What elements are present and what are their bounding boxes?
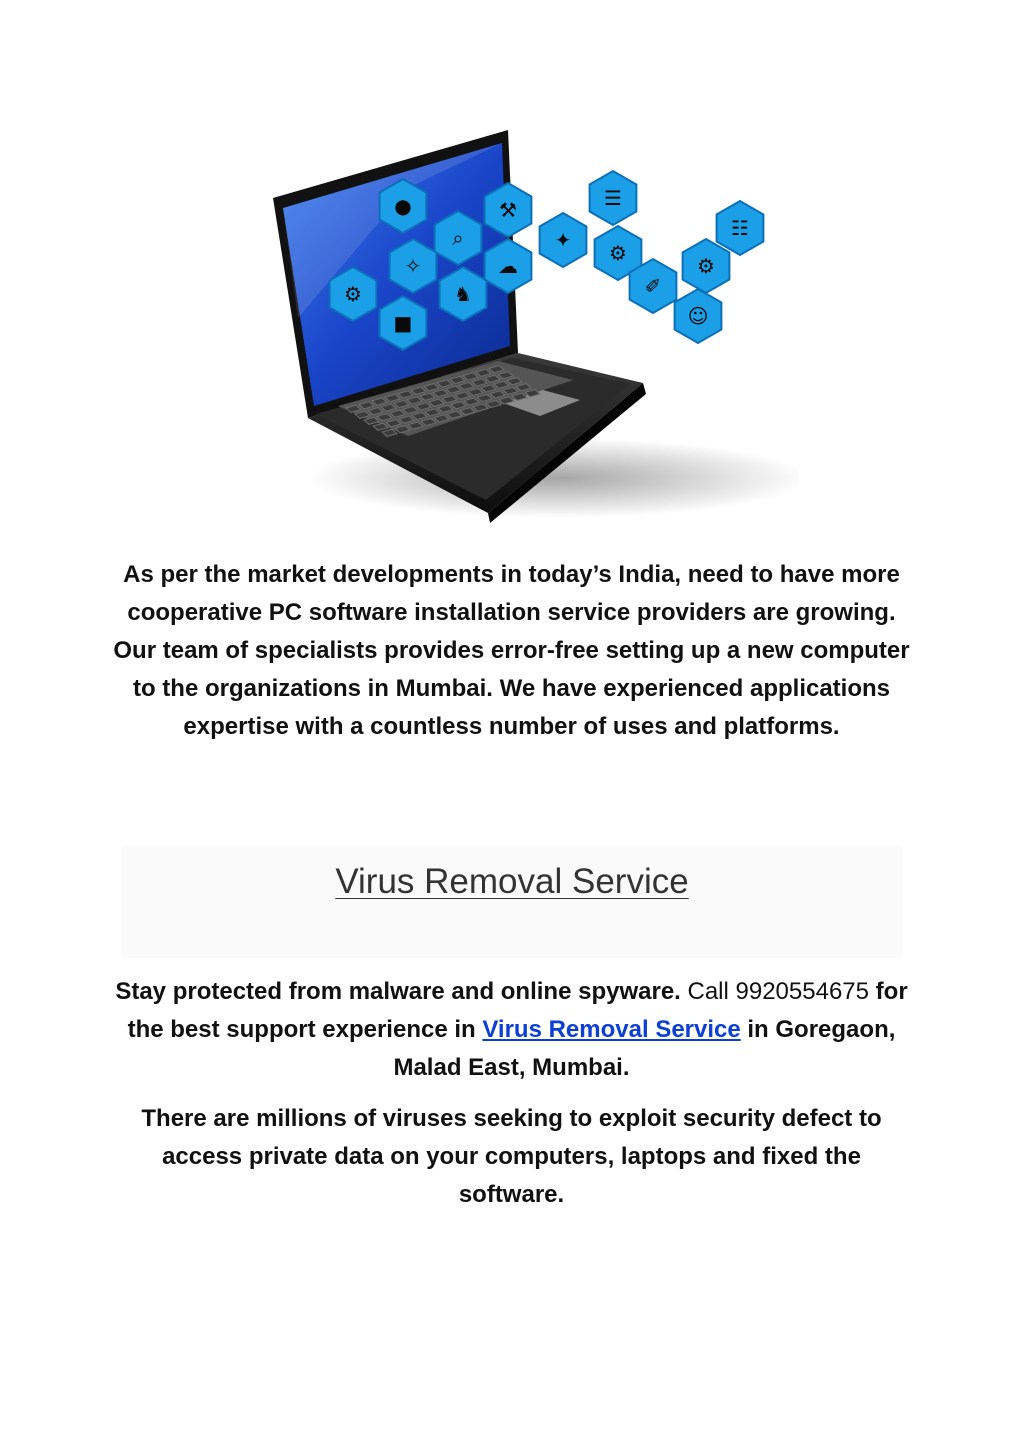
svg-text:✧: ✧ <box>404 254 422 278</box>
gear-globe-icon <box>683 239 730 293</box>
svg-text:✐: ✐ <box>644 274 662 298</box>
svg-text:☺: ☺ <box>687 304 709 328</box>
svg-text:⚒: ⚒ <box>499 198 517 222</box>
virus-removal-heading-link[interactable]: Virus Removal Service <box>335 862 689 901</box>
virus-removal-service-link[interactable]: Virus Removal Service <box>482 1016 741 1043</box>
intro-paragraph: As per the market developments in today’s India, need to have more cooperative PC software installation service providers are growing. Our team of specialists provides error-free setting up a new computer to the organizations in Mumbai. We have experienced applications expertise with a countless number of uses and platforms. <box>113 561 910 740</box>
person-icon <box>675 289 722 343</box>
circuit-board-icon <box>717 201 764 255</box>
svg-text:■: ■ <box>393 311 413 335</box>
handshake-icon <box>540 213 587 267</box>
protection-paragraph <box>110 973 913 1087</box>
virus-info-paragraph: There are millions of viruses seeking to exploit security defect to access private data on your computers, laptops and fixed the software. <box>141 1105 882 1208</box>
svg-text:✦: ✦ <box>554 228 572 252</box>
phone-number: 9920554675 <box>735 978 869 1005</box>
svg-text:☁: ☁ <box>498 254 518 278</box>
svg-text:⚙: ⚙ <box>697 254 715 278</box>
network-chart-icon <box>590 171 637 225</box>
protection-lead: Stay protected from malware and online spyware. <box>115 978 681 1005</box>
support-text: for the best support experience in <box>127 978 908 1043</box>
laptop-hero-image <box>258 118 798 528</box>
call-text: Call <box>680 978 736 1005</box>
svg-text:☷: ☷ <box>731 216 749 240</box>
location-text: in Goregaon, Malad East, Mumbai. <box>393 1016 896 1081</box>
svg-text:●: ● <box>394 194 412 218</box>
svg-text:⌕: ⌕ <box>452 226 464 250</box>
svg-text:⚙: ⚙ <box>344 282 362 306</box>
svg-text:♞: ♞ <box>454 282 472 306</box>
section-heading-band <box>122 846 902 958</box>
svg-text:☰: ☰ <box>604 186 622 210</box>
svg-text:⚙: ⚙ <box>609 241 627 265</box>
